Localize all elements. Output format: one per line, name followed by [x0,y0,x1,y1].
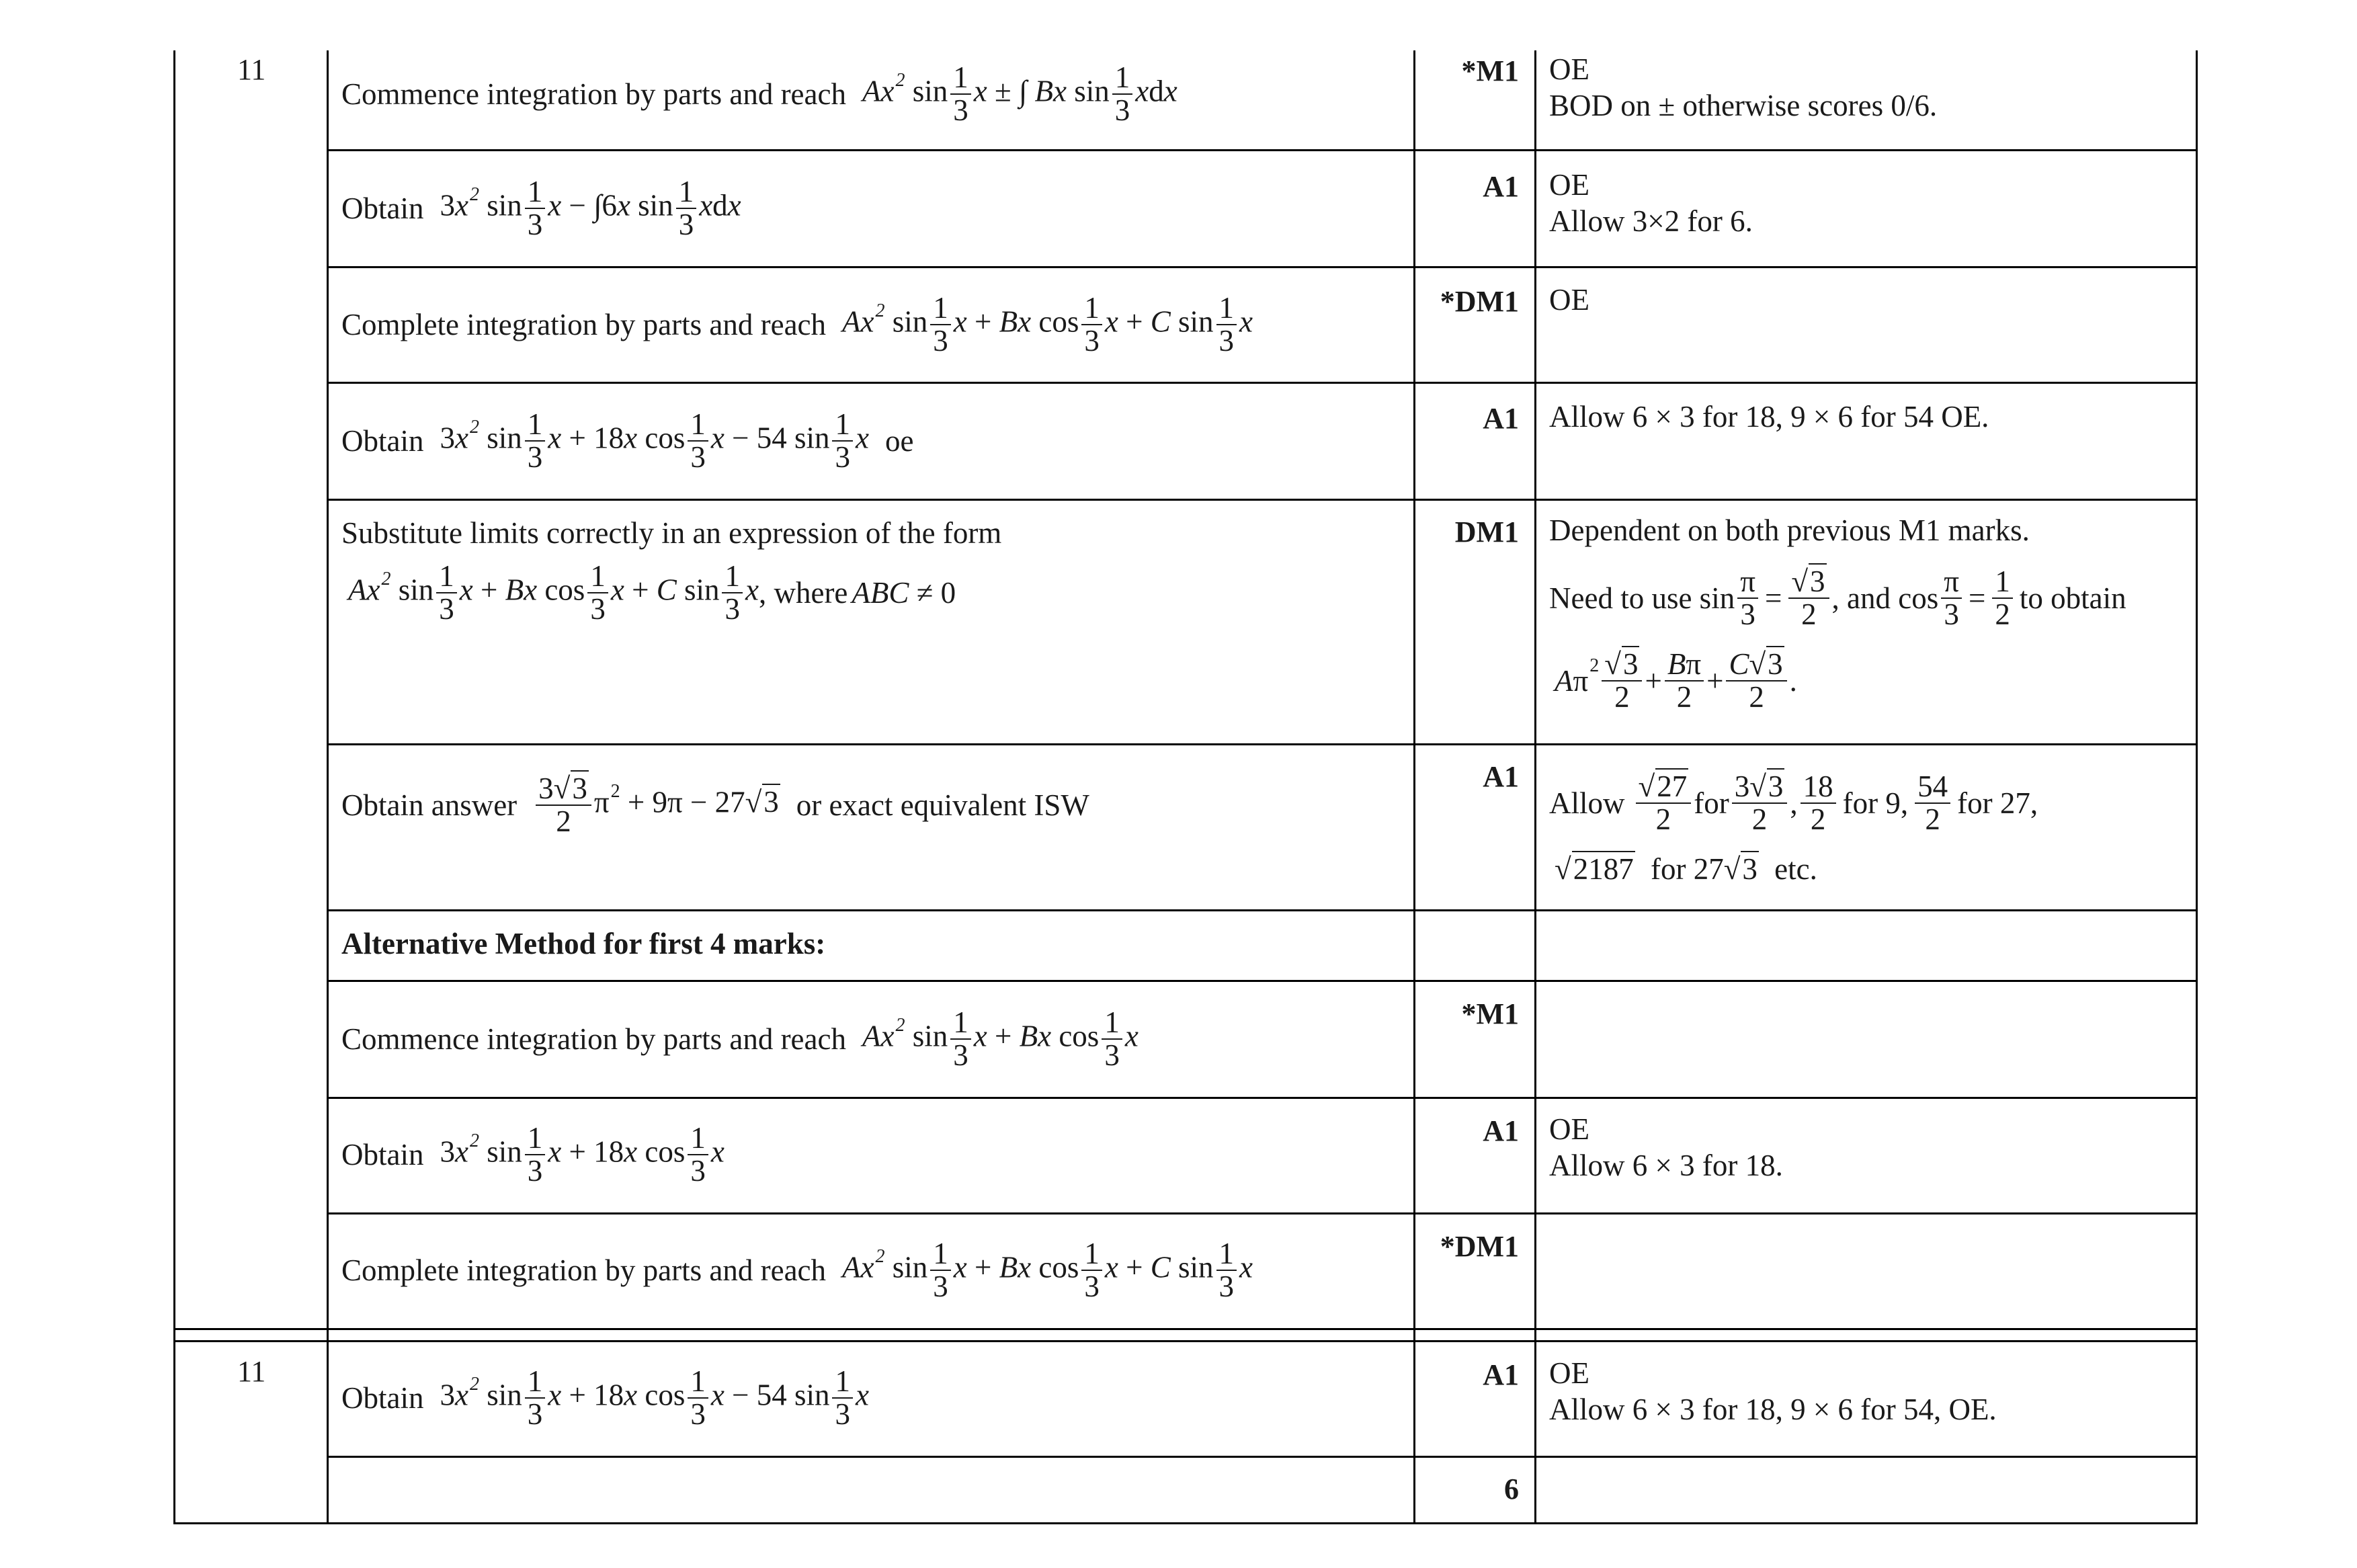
guidance-line: Need to use sin $\frac{\pi}{3}$ = $\frac{√3}{2}$ , and cos $\frac{\pi}{3}$ = $\frac{1}{2}$ to obtain [1549,564,2126,631]
mark-label: A1 [1483,402,1519,435]
answer-text: Obtain [341,1138,424,1171]
guidance-line: OE [1549,1356,1589,1390]
answer-cell [341,514,1001,552]
column-divider-guidance [1534,50,1536,1353]
column-divider-marks [1413,50,1415,1353]
guidance-text: to obtain [2019,581,2126,615]
table-border-left [173,50,175,1353]
row-divider [327,909,2198,911]
math-expression: $3x^2$ sin $\frac{1}{3}$ x − ∫6x sin $\frac{1}{3}$ xdx [440,174,741,241]
guidance-line: Allow 6 × 3 for 18, 9 × 6 for 54 OE. [1549,400,1989,434]
section-break-line [173,1328,2198,1330]
answer-text: Complete integration by parts and reach [341,1253,827,1287]
answer-suffix: or exact equivalent ISW [796,788,1089,822]
guidance-text: for 9, [1842,786,1909,820]
guidance-line: Allow 6 × 3 for 18, 9 × 6 for 54, OE. [1549,1393,1997,1426]
answer-text: Commence integration by parts and reach [341,1022,846,1056]
table-border-bottom [173,1522,2198,1524]
table-border-right-lower [2196,1342,2198,1524]
answer-cell [341,999,1139,1079]
guidance-text: , and cos [1831,581,1939,615]
answer-text: Obtain [341,1381,424,1415]
guidance-text: for 27, [1957,786,2038,820]
guidance-text: etc. [1774,852,1817,886]
guidance-line: BOD on ± otherwise scores 0/6. [1549,89,1938,122]
section-heading: Alternative Method for first 4 marks: [341,927,826,960]
math-expression: Ax$^2$ sin $\frac{1}{3}$ x + Bx cos $\frac{1}{3}$ x + C sin $\frac{1}{3}$ x [348,559,759,626]
mark-label: A1 [1483,760,1519,793]
math-expression: $3x^2$ sin $\frac{1}{3}$ x + 18x cos $\frac{1}{3}$ x − 54 sin $\frac{1}{3}$ x [440,1364,869,1431]
math-expression: $\frac{3√3}{2}$ $\pi^2 + 9\pi - 27√3$ [533,773,780,838]
row-divider [327,499,2198,501]
answer-text-where: , where [758,576,848,610]
guidance-text: for [1694,786,1729,820]
table-border-left-lower [173,1342,175,1524]
guidance-line: Dependent on both previous M1 marks. [1549,513,2030,547]
answer-cell [341,761,1089,849]
answer-text: Obtain [341,424,424,458]
guidance-line: OE [1549,168,1589,202]
row-divider [327,1212,2198,1214]
guidance-text: for [1650,852,1686,886]
math-expression: ABC ≠ 0 [852,576,956,610]
math-expression: $3x^2$ sin $\frac{1}{3}$ x + 18x cos $\frac{1}{3}$ x [440,1120,725,1188]
mark-label: *M1 [1461,54,1519,87]
question-number: 11 [237,53,266,86]
guidance-line: Allow 6 × 3 for 18. [1549,1149,1783,1182]
row-divider [327,382,2198,384]
row-divider [327,980,2198,982]
question-number: 11 [237,1355,266,1388]
row-divider [327,743,2198,745]
answer-text: Obtain [341,192,424,225]
total-marks: 6 [1504,1473,1519,1505]
guidance-text: Allow [1549,786,1625,820]
guidance-line: OE [1549,1112,1589,1146]
answer-cell [341,1230,1253,1311]
table-border-right [2196,50,2198,1353]
answer-cell [341,1358,869,1438]
row-divider [327,1456,2198,1458]
math-expression: Ax$^2$ sin $\frac{1}{3}$ x + Bx cos $\frac{1}{3}$ x + C sin $\frac{1}{3}$ x [842,290,1253,358]
answer-cell [341,284,1253,365]
answer-text: Commence integration by parts and reach [341,77,846,111]
answer-text: Substitute limits correctly in an expression of the form [341,516,1002,550]
answer-cell [341,168,741,249]
mark-label: *M1 [1461,997,1519,1030]
math-expression: Ax$^2$ sin $\frac{1}{3}$ x + Bx cos $\frac{1}{3}$ x [862,1005,1139,1072]
mark-label: A1 [1483,1358,1519,1391]
math-expression: Ax$^2$ sin $\frac{1}{3}$ x + Bx cos $\frac{1}{3}$ x + C sin $\frac{1}{3}$ x [842,1236,1253,1303]
guidance-line: A π 2 $\frac{√3}{2}$ + $\frac{B\pi}{2}$ + $\frac{C√3}{2}$ . [1555,647,1797,714]
mark-label: DM1 [1454,515,1519,548]
answer-cell [341,1114,725,1195]
mark-label: *DM1 [1440,1230,1519,1263]
mark-label: A1 [1483,170,1519,203]
mark-label: *DM1 [1440,285,1519,318]
column-divider-answer-lower [327,1342,329,1524]
guidance-line: OE [1549,283,1589,317]
column-divider-answer [327,50,329,1353]
math-expression: Ax$^2$ sin $\frac{1}{3}$ x ± ∫ Bx sin $\frac{1}{3}$ xdx [862,60,1177,127]
math-expression: $3x^2$ sin $\frac{1}{3}$ x + 18x cos $\frac{1}{3}$ x − 54 sin $\frac{1}{3}$ x [440,407,869,474]
guidance-line: Allow $\frac{√27}{2}$ for $\frac{3√3}{2}$ , $\frac{18}{2}$ for 9, $\frac{54}{2}$ for 27, [1549,769,2038,836]
row-divider [327,149,2198,151]
row-divider [327,266,2198,268]
answer-cell [348,552,956,633]
guidance-line: OE [1549,52,1589,86]
row-divider [327,1097,2198,1099]
answer-cell [341,54,1177,134]
answer-cell [341,401,913,481]
mark-label: A1 [1483,1114,1519,1147]
answer-text: Complete integration by parts and reach [341,308,827,341]
guidance-text: Need to use sin [1549,581,1735,615]
guidance-line: √2187 for 27√3 etc. [1555,852,1817,886]
answer-suffix: oe [884,424,914,458]
guidance-line: Allow 3×2 for 6. [1549,204,1753,238]
column-divider-guidance-lower [1534,1342,1536,1524]
answer-text: Obtain answer [341,788,518,822]
section-break-line [173,1340,2198,1342]
